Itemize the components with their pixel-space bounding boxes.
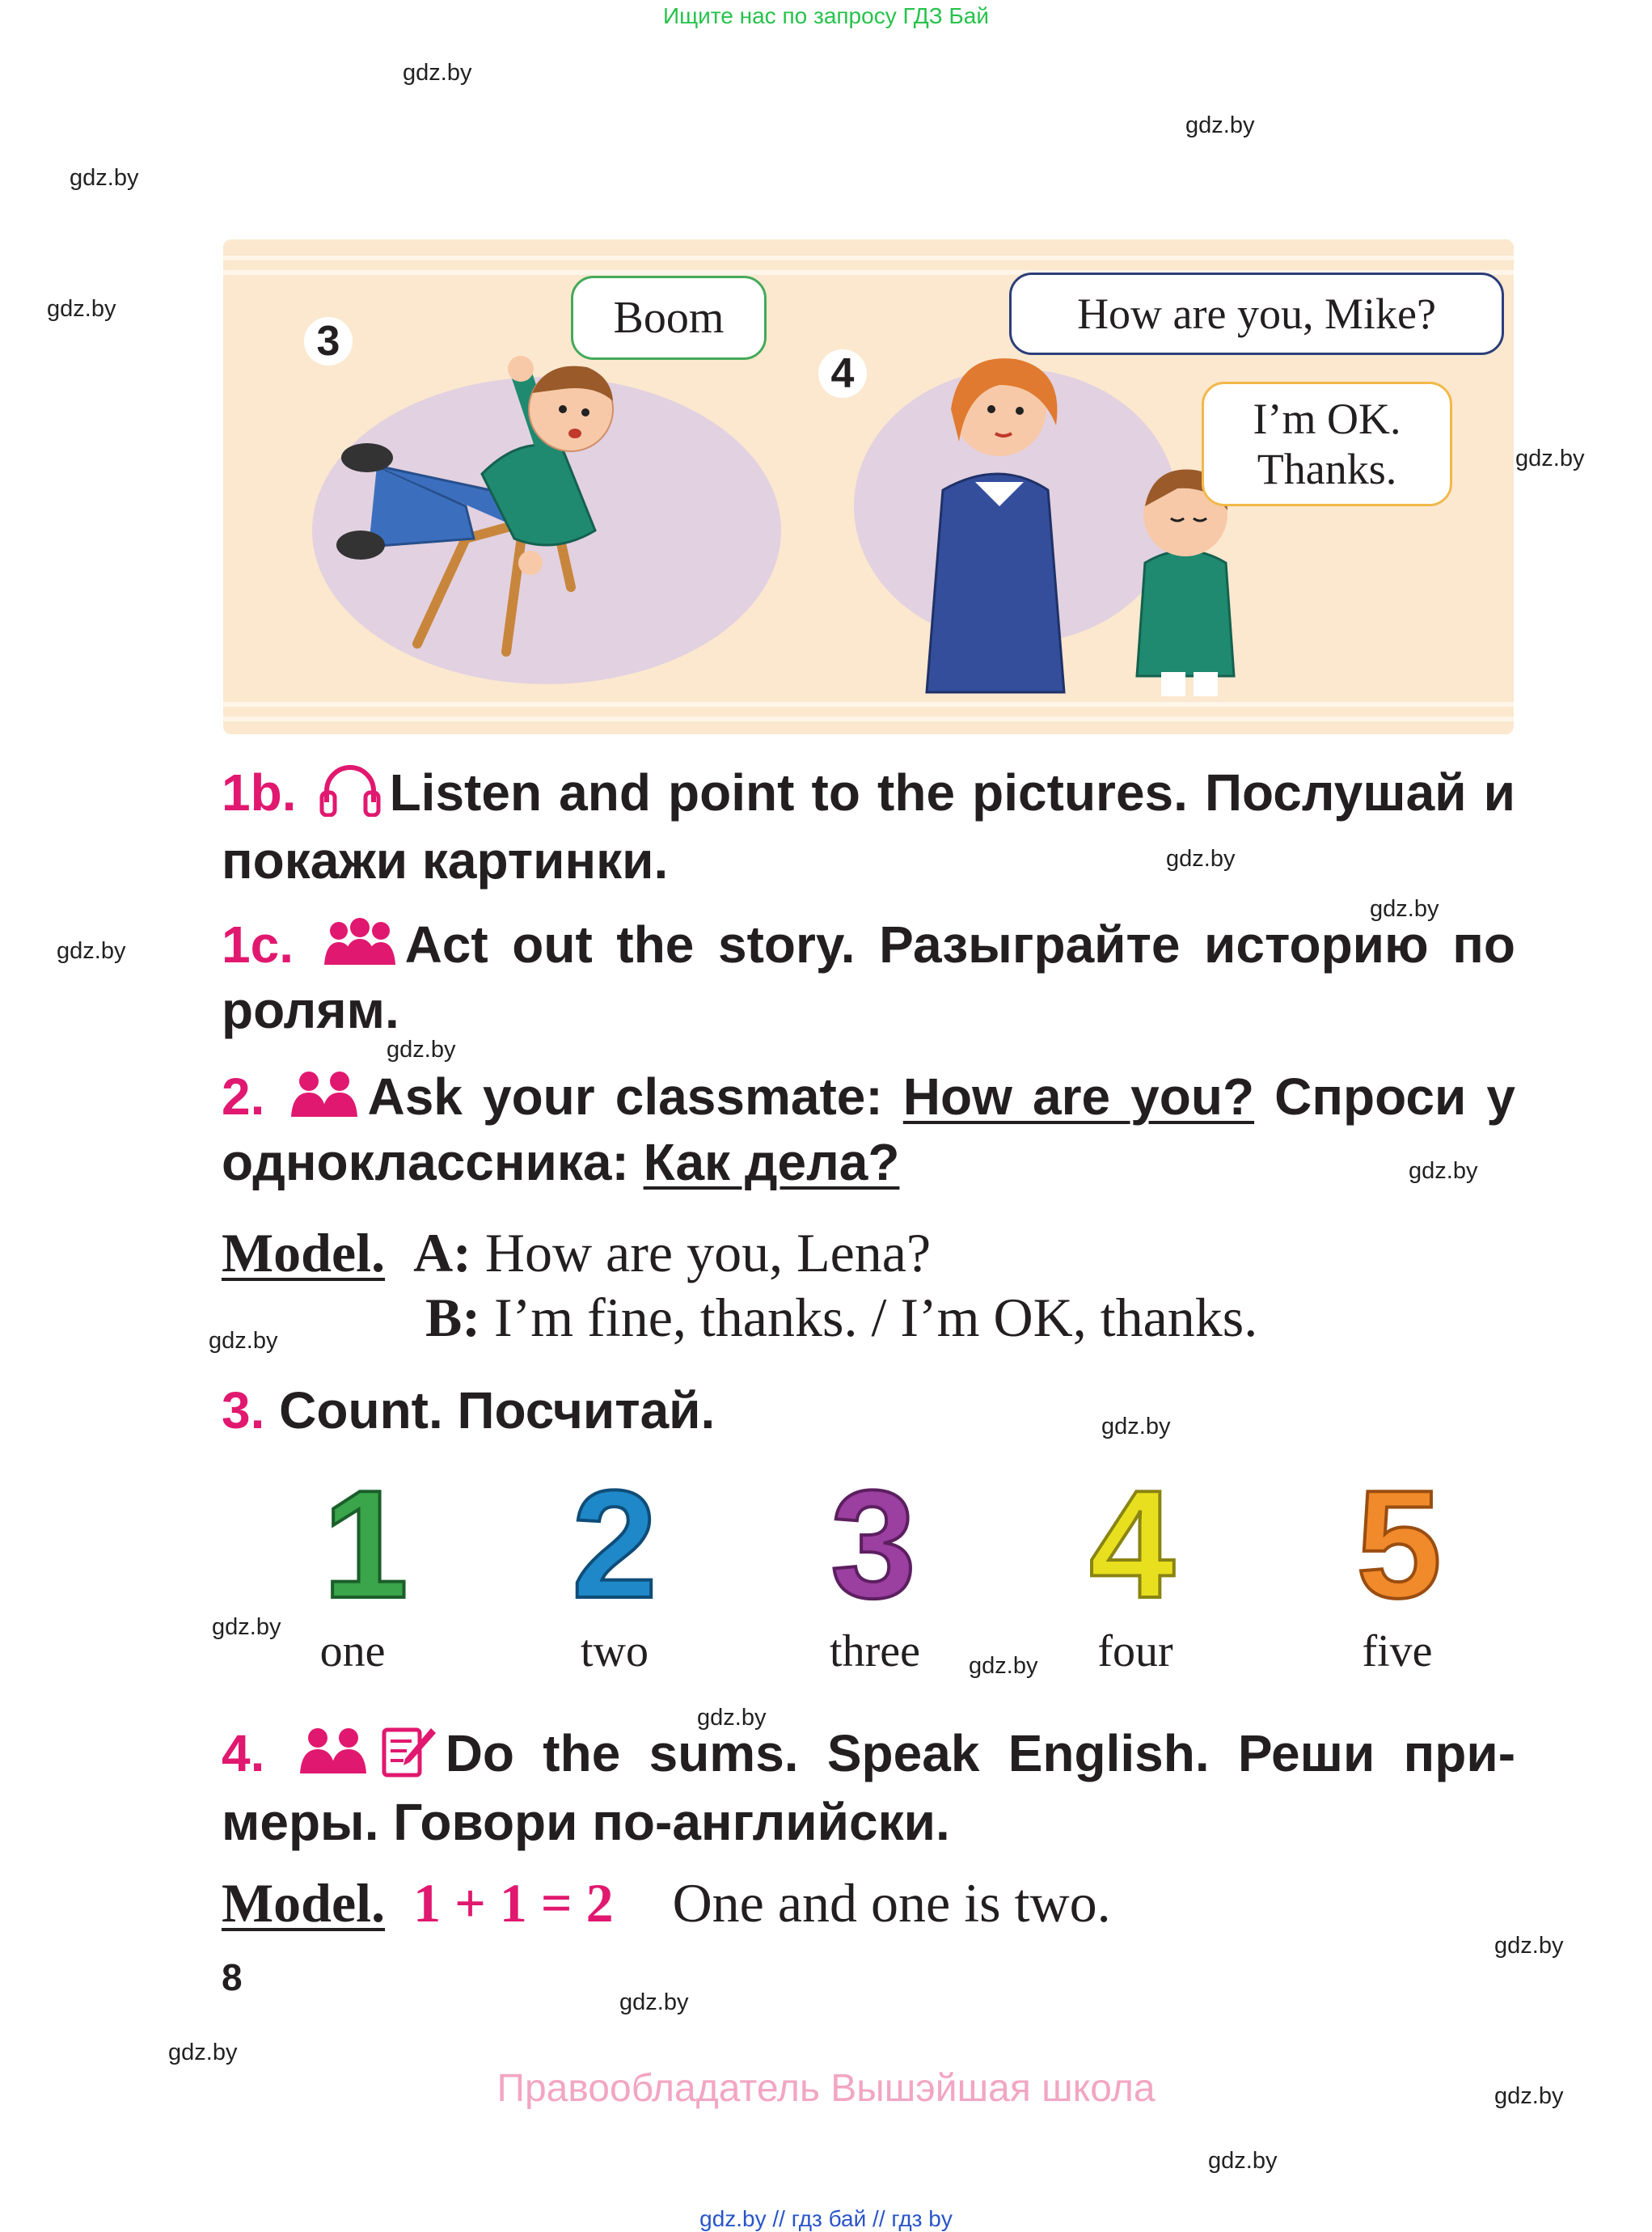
notepad-pencil-icon [381,1723,437,1791]
watermark: gdz.by [212,1614,281,1640]
model-1-line-b [425,1286,1257,1350]
svg-text:2: 2 [572,1464,657,1609]
model-1-line-a [222,1221,931,1285]
model-label: Model. [222,1222,386,1283]
number-word-one: one [319,1626,386,1676]
svg-text:4: 4 [1089,1464,1175,1609]
boy-falling-illustration [280,345,813,700]
exercise-number: 4. [222,1724,265,1782]
model-sentence: One and one is two. [672,1872,1111,1934]
model-2 [222,1871,1111,1935]
digit-4 [1067,1464,1197,1609]
exercise-text: Act out the story. Разыграйте историю по ролям. [222,915,1516,1040]
exercise-1c [222,914,1515,1041]
speaker-b-text: I’m fine, thanks. / I’m OK, thanks. [494,1287,1258,1348]
watermark: gdz.by [1515,446,1585,471]
speech-bubble-question: How are you, Mike? [1009,273,1504,355]
exercise-number: 3. [222,1381,265,1439]
exercise-3 [222,1380,1515,1441]
exercise-text: Do the sums. Speak English. Реши при-меры. Говори по-английски. [222,1724,1516,1852]
watermark: gdz.by [1208,2148,1278,2174]
number-word-four: four [1097,1626,1173,1676]
watermark: gdz.by [1409,1158,1478,1184]
answer-line-2: Thanks. [1257,445,1397,493]
underlined-phrase-ru: Как дела? [643,1133,900,1192]
pair-icon [289,1070,359,1131]
svg-text:1: 1 [323,1464,408,1609]
watermark: gdz.by [1494,1933,1564,1959]
speech-bubble-answer [1202,382,1452,506]
number-word-five: five [1362,1626,1433,1676]
watermark: gdz.by [1101,1414,1171,1439]
exercise-text: Ask your classmate: [367,1067,883,1126]
promo-text: Ищите нас по запросу ГДЗ Бай [662,3,990,28]
exercise-1b [222,762,1515,891]
exercise-text: Count. Посчитай. [279,1381,716,1439]
watermark: gdz.by [47,296,116,322]
watermark: gdz.by [70,165,139,191]
watermark: gdz.by [209,1328,278,1354]
svg-text:3: 3 [830,1464,916,1609]
exercise-4 [222,1723,1515,1853]
panel-number-3: 3 [304,317,353,366]
svg-text:5: 5 [1356,1464,1442,1609]
watermark: gdz.by [403,60,472,86]
exercise-text-ru: Спроси у одноклассника: [222,1067,1516,1192]
speaker-a-label: A: [413,1222,471,1283]
number-word-three: three [830,1626,920,1676]
exercise-number: 2. [222,1067,265,1126]
watermark: gdz.by [168,2040,238,2065]
watermark: gdz.by [619,1989,689,2015]
watermark: gdz.by [1185,112,1255,138]
watermark: gdz.by [1370,896,1439,922]
pair-icon [298,1727,368,1788]
footer-links[interactable]: gdz.by // гдз бай // гдз by [699,2206,953,2231]
panel-number-4: 4 [818,349,867,398]
page-number: 8 [222,1956,243,1998]
model-equation: 1 + 1 = 2 [413,1872,614,1934]
digit-2 [550,1464,679,1609]
panel-stripe [223,717,1514,721]
copyright-holder: Правообладатель Вышэйшая школа [496,2067,1156,2110]
exercise-2 [222,1066,1515,1193]
number-word-two: two [581,1626,649,1676]
digit-3 [809,1464,938,1609]
underlined-phrase-en: How are you? [902,1067,1255,1126]
speaker-a-text: How are you, Lena? [484,1222,932,1283]
exercise-text: Listen and point to the pictures. Послушай и покажи картинки. [222,763,1515,890]
watermark: gdz.by [969,1653,1038,1679]
watermark: gdz.by [57,938,126,964]
answer-line-1: I’m OK. [1253,395,1401,443]
speech-bubble-boom: Boom [571,276,767,360]
exercise-number: 1c. [222,915,294,974]
panel-stripe [223,256,1514,260]
watermark: gdz.by [1494,2083,1564,2109]
speaker-b-label: B: [425,1287,480,1348]
group-icon [323,918,397,979]
watermark: gdz.by [1166,846,1236,872]
exercise-number: 1b. [222,763,297,822]
headphones-icon [319,763,382,830]
digit-5 [1334,1464,1464,1609]
watermark: gdz.by [387,1037,456,1063]
model-label: Model. [222,1872,386,1934]
watermark: gdz.by [697,1705,767,1731]
digit-1 [301,1464,430,1609]
